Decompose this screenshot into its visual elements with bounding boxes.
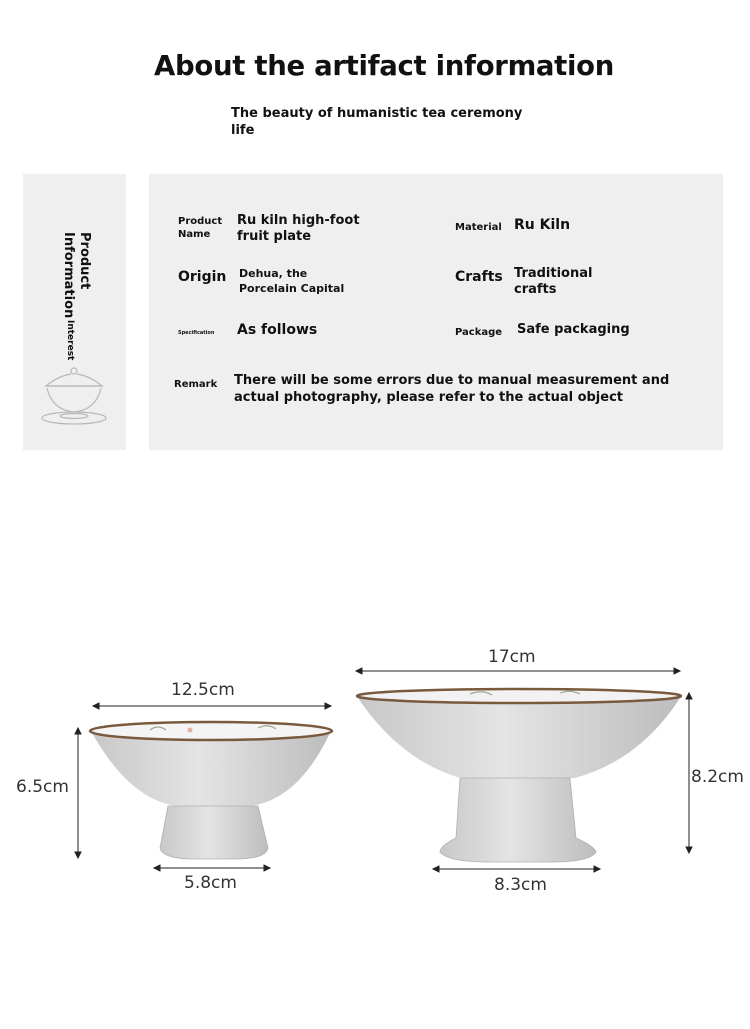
dimension-diagram [0, 600, 750, 900]
specification-value: As follows [237, 322, 318, 338]
crafts-value: Traditional crafts [514, 266, 593, 297]
package-label: Package [455, 327, 503, 338]
package-value: Safe packaging [517, 322, 630, 337]
material-value: Ru Kiln [514, 217, 571, 233]
large-fruit-plate-image [357, 689, 681, 862]
lidded-teacup-icon [38, 366, 110, 430]
crafts-label: Crafts [455, 269, 503, 285]
remark-value: There will be some errors due to manual measurement and actual photography, please refer to the actual object [234, 373, 670, 405]
origin-value: Dehua, the Porcelain Capital [239, 267, 345, 295]
page-title: About the artifact information [154, 50, 615, 82]
small-fruit-plate-image [90, 722, 332, 859]
product-name-value: Ru kiln high-foot fruit plate [237, 213, 360, 244]
small-plate-base-label: 5.8cm [184, 873, 237, 893]
large-plate-base-label: 8.3cm [494, 875, 547, 895]
remark-label: Remark [174, 379, 218, 390]
small-plate-height-label: 6.5cm [16, 777, 69, 797]
side-panel [23, 174, 126, 450]
large-plate-height-label: 8.2cm [691, 767, 744, 787]
side-panel-line-information: Information [61, 232, 76, 319]
large-plate-width-label: 17cm [488, 647, 536, 667]
side-panel-line-product: Product [77, 232, 92, 290]
specification-label: Specification [178, 330, 215, 336]
side-panel-line-interest: Interest [65, 320, 75, 361]
product-name-label: Product Name [178, 216, 223, 240]
small-plate-width-label: 12.5cm [171, 680, 235, 700]
material-label: Material [455, 222, 502, 233]
page-subtitle: The beauty of humanistic tea ceremony life [231, 106, 523, 138]
info-panel [149, 174, 723, 450]
origin-label: Origin [178, 269, 227, 285]
